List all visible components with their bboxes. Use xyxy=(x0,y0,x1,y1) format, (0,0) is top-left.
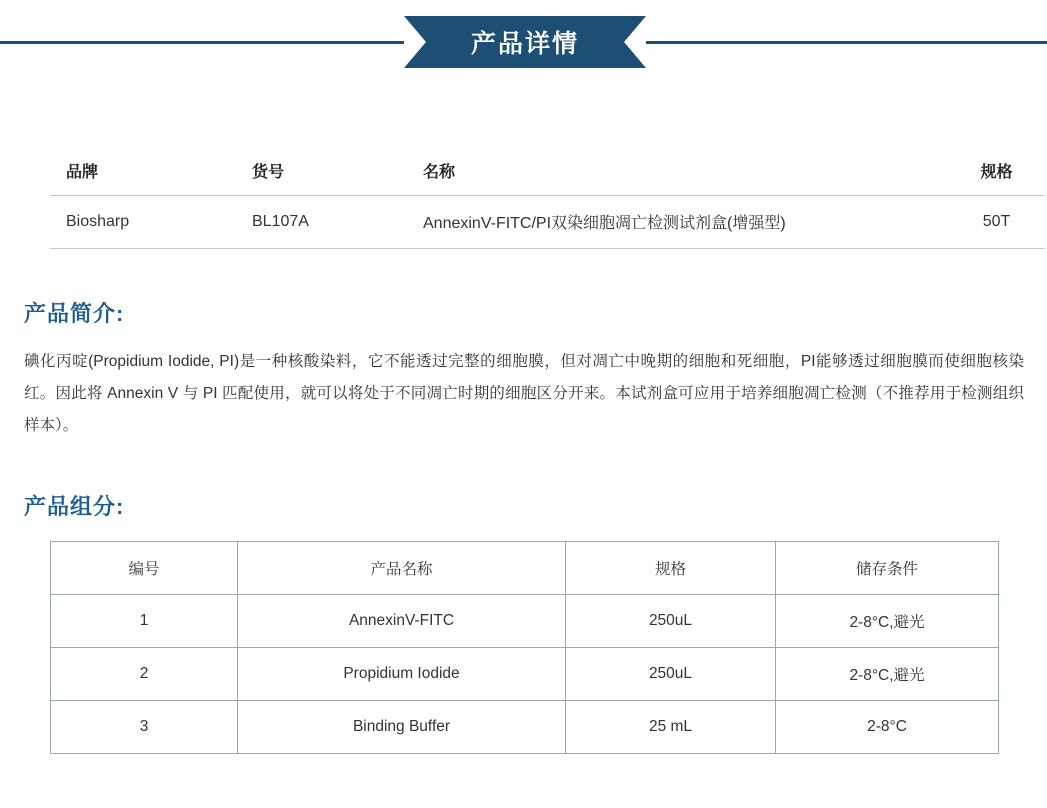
cell-spec: 50T xyxy=(948,196,1045,249)
intro-section-title: 产品简介: xyxy=(24,301,125,326)
cell-catalog: BL107A xyxy=(236,196,407,249)
column-header-product-name: 产品名称 xyxy=(238,542,566,595)
column-header-spec: 规格 xyxy=(948,147,1045,196)
cell-no: 3 xyxy=(51,701,238,754)
intro-paragraph: 碘化丙啶(Propidium Iodide, PI)是一种核酸染料，它不能透过完整的细胞膜，但对凋亡中晚期的细胞和死细胞，PI能够透过细胞膜而使细胞核染红。因此将 Annexin V 与 PI 匹配使用，就可以将处于不同凋亡时期的细胞区分开来。本试剂盒可应用于培养细胞凋亡检测（不推荐用于检测组织样本）。 xyxy=(24,353,1024,434)
cell-brand: Biosharp xyxy=(50,196,236,249)
cell-no: 1 xyxy=(51,595,238,648)
column-header-storage: 储存条件 xyxy=(776,542,999,595)
cell-storage: 2-8°C xyxy=(776,701,999,754)
table-row xyxy=(50,196,1045,249)
cell-spec: 250uL xyxy=(566,595,776,648)
cell-no: 2 xyxy=(51,648,238,701)
banner-ribbon xyxy=(404,16,646,68)
table-row xyxy=(51,648,999,701)
column-header-brand: 品牌 xyxy=(50,147,236,196)
cell-spec: 250uL xyxy=(566,648,776,701)
cell-storage: 2-8°C,避光 xyxy=(776,648,999,701)
page-banner xyxy=(0,0,1047,90)
banner-title: 产品详情 xyxy=(470,30,579,58)
table-row xyxy=(51,595,999,648)
table-row xyxy=(51,701,999,754)
cell-name: AnnexinV-FITC/PI双染细胞凋亡检测试剂盒(增强型) xyxy=(407,196,948,249)
ribbon-notch-left-icon xyxy=(404,16,426,68)
cell-storage: 2-8°C,避光 xyxy=(776,595,999,648)
cell-spec: 25 mL xyxy=(566,701,776,754)
column-header-catalog: 货号 xyxy=(236,147,407,196)
column-header-name: 名称 xyxy=(407,147,948,196)
product-summary-table xyxy=(50,147,1045,249)
components-section-title: 产品组分: xyxy=(24,494,125,519)
cell-product-name: Binding Buffer xyxy=(238,701,566,754)
column-header-no: 编号 xyxy=(51,542,238,595)
cell-product-name: Propidium Iodide xyxy=(238,648,566,701)
ribbon-notch-right-icon xyxy=(624,16,646,68)
table-header-row xyxy=(50,147,1045,196)
cell-product-name: AnnexinV-FITC xyxy=(238,595,566,648)
column-header-spec: 规格 xyxy=(566,542,776,595)
components-table xyxy=(50,541,999,754)
table-header-row xyxy=(51,542,999,595)
